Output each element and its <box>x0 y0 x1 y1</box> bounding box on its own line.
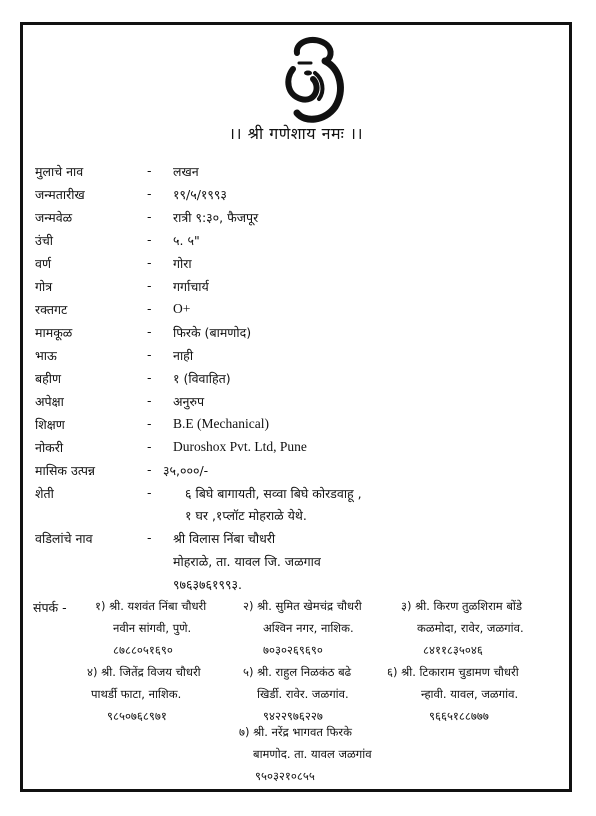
contact-1-phone: ८७८८०५१६९० <box>113 643 173 657</box>
contact-4-phone: ९८५०७६८९७१ <box>107 709 167 723</box>
contact-3-name: ३) श्री. किरण तुळशिराम बोंडे <box>401 599 523 613</box>
field-value: लखन <box>173 164 199 179</box>
contact-1-place: नवीन सांगवी, पुणे. <box>113 621 192 635</box>
father-name: श्री विलास निंबा चौधरी <box>173 531 276 546</box>
biodata-frame <box>20 22 572 792</box>
field-label: शेती <box>35 486 54 501</box>
field-dash: - <box>147 255 152 270</box>
field-label: जन्मवेळ <box>35 210 73 225</box>
field-dash: - <box>147 462 152 477</box>
field-dash: - <box>147 232 152 247</box>
contact-1-name: १) श्री. यशवंत निंबा चौधरी <box>95 599 207 613</box>
field-label: मासिक उत्पन्न <box>35 463 96 478</box>
field-label: मुलाचे नाव <box>35 164 84 179</box>
field-dash: - <box>147 324 152 339</box>
invocation-heading: ।। श्री गणेशाय नमः ।। <box>228 124 364 143</box>
contact-7-phone: ९५०३२१०८५५ <box>255 769 315 783</box>
field-value: Duroshox Pvt. Ltd, Pune <box>173 439 307 454</box>
field-value: B.E (Mechanical) <box>173 416 269 431</box>
field-label: वर्ण <box>35 256 51 271</box>
father-phone: ९७६३७६१९९३. <box>173 577 242 592</box>
field-value: रात्री ९:३०, फैजपूर <box>173 210 259 225</box>
ganesha-logo-icon <box>275 33 353 125</box>
contact-7-place: बामणोद. ता. यावल जळगांव <box>253 747 372 761</box>
field-value: ५. ५" <box>173 233 200 248</box>
field-label: वडिलांचे नाव <box>35 531 93 546</box>
field-value: ६ बिघे बागायती, सव्वा बिघे कोरडवाहू , <box>185 486 362 501</box>
contact-4-place: पाथर्डी फाटा, नाशिक. <box>91 687 182 701</box>
contact-7-name: ७) श्री. नरेंद्र भागवत फिरके <box>239 725 352 739</box>
contact-2-name: २) श्री. सुमित खेमचंद्र चौधरी <box>243 599 362 613</box>
field-dash: - <box>147 530 152 545</box>
field-label: उंची <box>35 233 54 248</box>
field-dash: - <box>147 370 152 385</box>
father-address: मोहराळे, ता. यावल जि. जळगाव <box>173 554 321 569</box>
contact-4-name: ४) श्री. जितेंद्र विजय चौधरी <box>87 665 201 679</box>
field-value: नाही <box>173 348 194 363</box>
contact-5-name: ५) श्री. राहुल निळकंठ बढे <box>243 665 352 679</box>
field-dash: - <box>147 301 152 316</box>
field-label: शिक्षण <box>35 417 65 432</box>
field-label: भाऊ <box>35 348 57 363</box>
contact-label: संपर्क - <box>33 600 67 615</box>
contact-5-phone: ९४२२९७६२२७ <box>263 709 323 723</box>
field-dash: - <box>147 416 152 431</box>
contact-6-phone: ९६६५१८८७७७ <box>429 709 489 723</box>
field-label: जन्मतारीख <box>35 187 85 202</box>
field-label: नोकरी <box>35 440 64 455</box>
field-dash: - <box>147 209 152 224</box>
field-dash: - <box>147 278 152 293</box>
contact-5-place: खिर्डी. रावेर. जळगांव. <box>257 687 349 701</box>
contact-6-place: न्हावी. यावल, जळगांव. <box>421 687 519 701</box>
contact-2-place: अश्विन नगर, नाशिक. <box>263 621 354 635</box>
field-value: गर्गाचार्य <box>173 279 209 294</box>
contact-3-phone: ८४११८३५०४६ <box>423 643 483 657</box>
field-value: १९/५/१९९३ <box>173 187 227 202</box>
field-label: अपेक्षा <box>35 394 64 409</box>
field-dash: - <box>147 186 152 201</box>
contact-3-place: कळमोदा, रावेर, जळगांव. <box>417 621 524 635</box>
contact-6-name: ६) श्री. टिकाराम चुडामण चौधरी <box>387 665 519 679</box>
field-value: फिरके (बामणोद) <box>173 325 252 340</box>
field-value: अनुरुप <box>173 394 205 409</box>
field-dash: - <box>147 393 152 408</box>
field-value: ३५,०००/- <box>163 463 209 478</box>
field-dash: - <box>147 439 152 454</box>
field-value: गोरा <box>173 256 192 271</box>
field-dash: - <box>147 347 152 362</box>
field-label: बहीण <box>35 371 62 386</box>
field-value: O+ <box>173 301 191 316</box>
field-dash: - <box>147 163 152 178</box>
contact-2-phone: ७०३०२६९६९० <box>263 643 323 657</box>
field-dash: - <box>147 485 152 500</box>
farm-line-2: १ घर ,१प्लॉट मोहराळे येथे. <box>185 508 307 523</box>
field-label: गोत्र <box>35 279 53 294</box>
field-value: १ (विवाहित) <box>173 371 231 386</box>
field-label: रक्तगट <box>35 302 68 317</box>
field-label: मामकूळ <box>35 325 73 340</box>
